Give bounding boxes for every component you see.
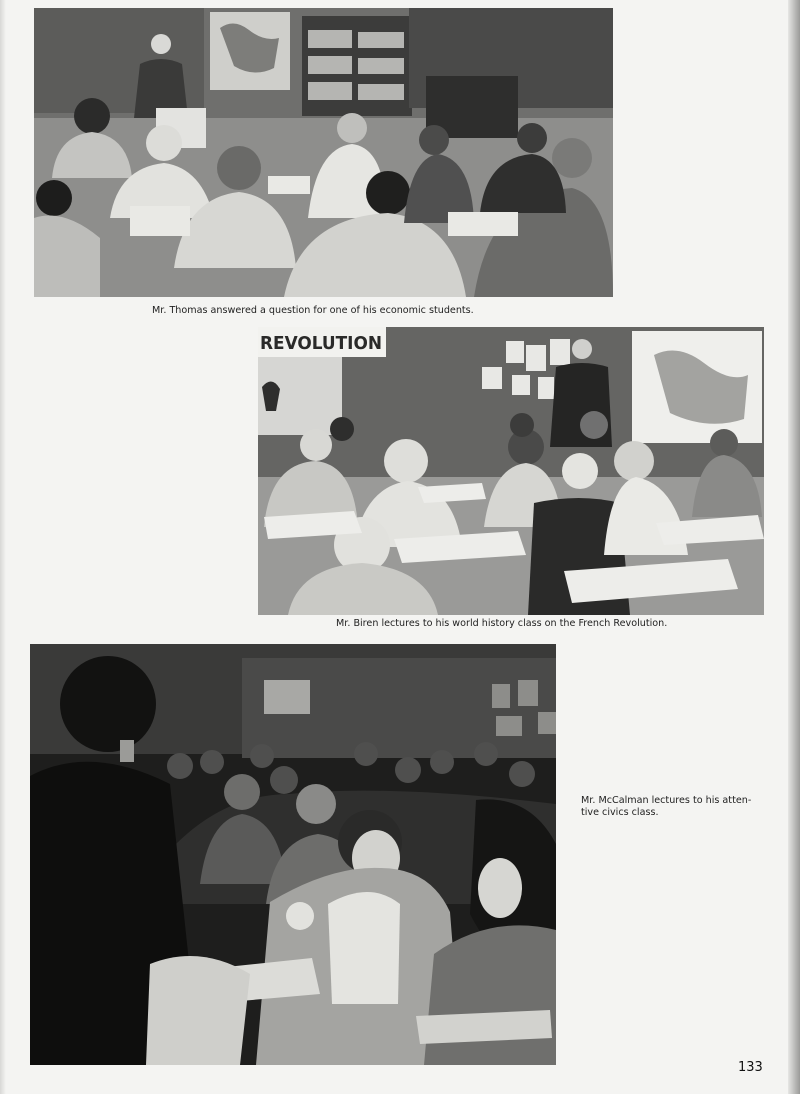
caption-photo3 (581, 795, 771, 819)
page-number: 133 (738, 1060, 763, 1075)
revolution-banner-text: REVOLUTION (260, 333, 382, 354)
caption-photo1: Mr. Thomas answered a question for one of his economic students. (152, 305, 474, 316)
photo-civics-class (30, 644, 556, 1065)
photo-economics-class (34, 8, 613, 297)
page-binding-shadow (788, 0, 800, 1094)
caption-photo3-line1: Mr. McCalman lectures to his atten- (581, 795, 752, 806)
caption-photo2: Mr. Biren lectures to his world history class on the French Revolution. (336, 618, 668, 629)
caption-photo3-line2: tive civics class. (581, 807, 659, 818)
page-edge-shadow (0, 0, 6, 1094)
photo-world-history-class (258, 327, 764, 615)
